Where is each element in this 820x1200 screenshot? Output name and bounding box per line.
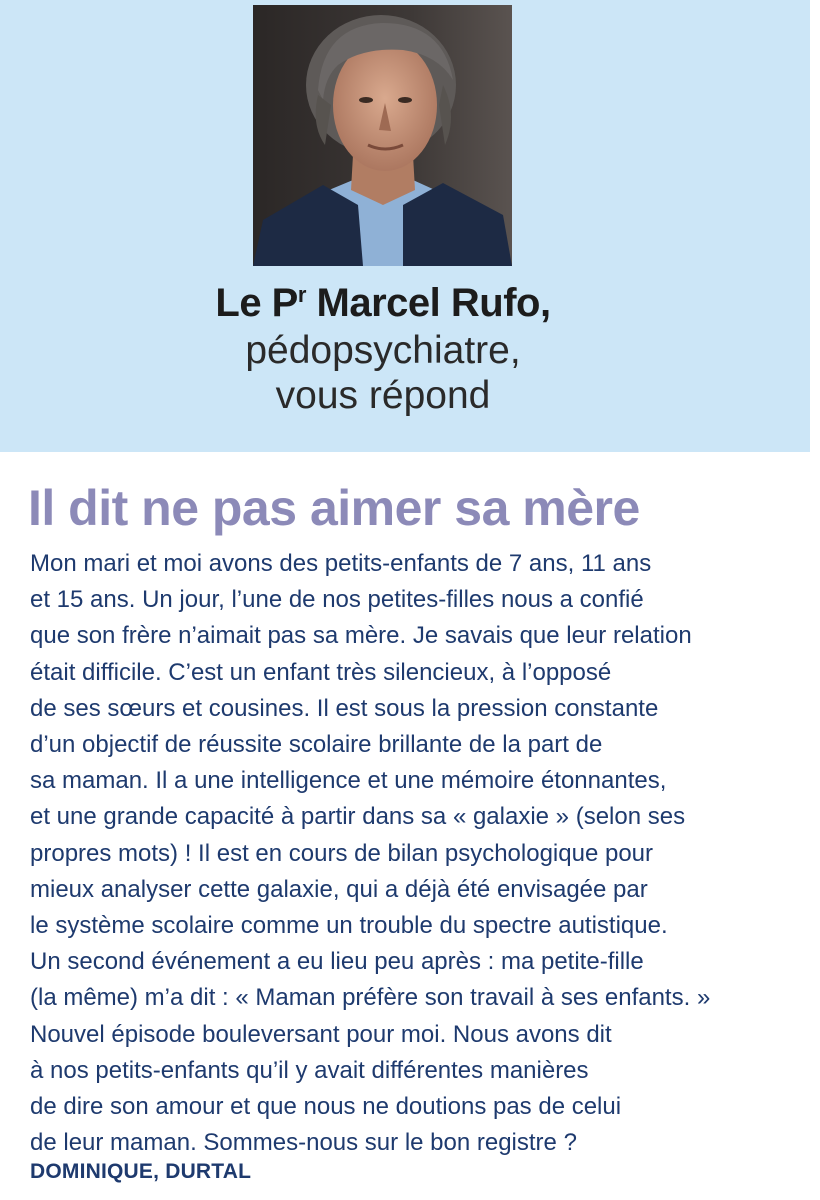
expert-name: Le $P^r$ Marcel Rufo, bbox=[215, 281, 551, 325]
letter-line: (la même) m’a dit : « Maman préfère son travail à ses enfants. » bbox=[30, 984, 711, 1012]
expert-role-line-1: pédopsychiatre, bbox=[245, 329, 521, 372]
letter-line: que son frère n’aimait pas sa mère. Je savais que leur relation bbox=[30, 622, 692, 650]
portrait-illustration bbox=[253, 5, 512, 266]
letter-line: Un second événement a eu lieu peu après : ma petite-fille bbox=[30, 948, 644, 976]
letter-line: Mon mari et moi avons des petits-enfants de 7 ans, 11 ans bbox=[30, 550, 652, 577]
expert-header bbox=[0, 0, 810, 452]
letter-line: de leur maman. Sommes-nous sur le bon registre ? bbox=[30, 1129, 577, 1157]
letter-line: de dire son amour et que nous ne doutions pas de celui bbox=[30, 1093, 622, 1121]
letter-line: de ses sœurs et cousines. Il est sous la pression constante bbox=[30, 694, 659, 722]
letter-line: et une grande capacité à partir dans sa « galaxie » (selon ses bbox=[30, 803, 686, 831]
letter-line: d’un objectif de réussite scolaire brillante de la part de bbox=[30, 731, 603, 759]
letter-line: propres mots) ! Il est en cours de bilan psychologique pour bbox=[30, 839, 654, 867]
letter-line: à nos petits-enfants qu’il y avait différentes manières bbox=[30, 1056, 589, 1084]
letter-line: le système scolaire comme un trouble du spectre autistique. bbox=[30, 912, 668, 940]
letter-line: sa maman. Il a une intelligence et une mémoire étonnantes, bbox=[30, 767, 667, 795]
letter-line: et 15 ans. Un jour, l’une de nos petites-filles nous a confié bbox=[30, 586, 644, 614]
reader-letter bbox=[30, 546, 820, 1161]
article-headline: Il dit ne pas aimer sa mère bbox=[28, 480, 640, 536]
letter-line: mieux analyser cette galaxie, qui a déjà été envisagée par bbox=[30, 875, 648, 903]
expert-portrait-photo bbox=[253, 5, 512, 266]
expert-role-line-2: vous répond bbox=[275, 374, 491, 417]
letter-signature: DOMINIQUE, DURTAL bbox=[30, 1160, 252, 1183]
letter-line: était difficile. C’est un enfant très silencieux, à l’opposé bbox=[30, 658, 612, 686]
expert-byline bbox=[0, 278, 766, 418]
letter-line: Nouvel épisode bouleversant pour moi. Nous avons dit bbox=[30, 1020, 612, 1048]
